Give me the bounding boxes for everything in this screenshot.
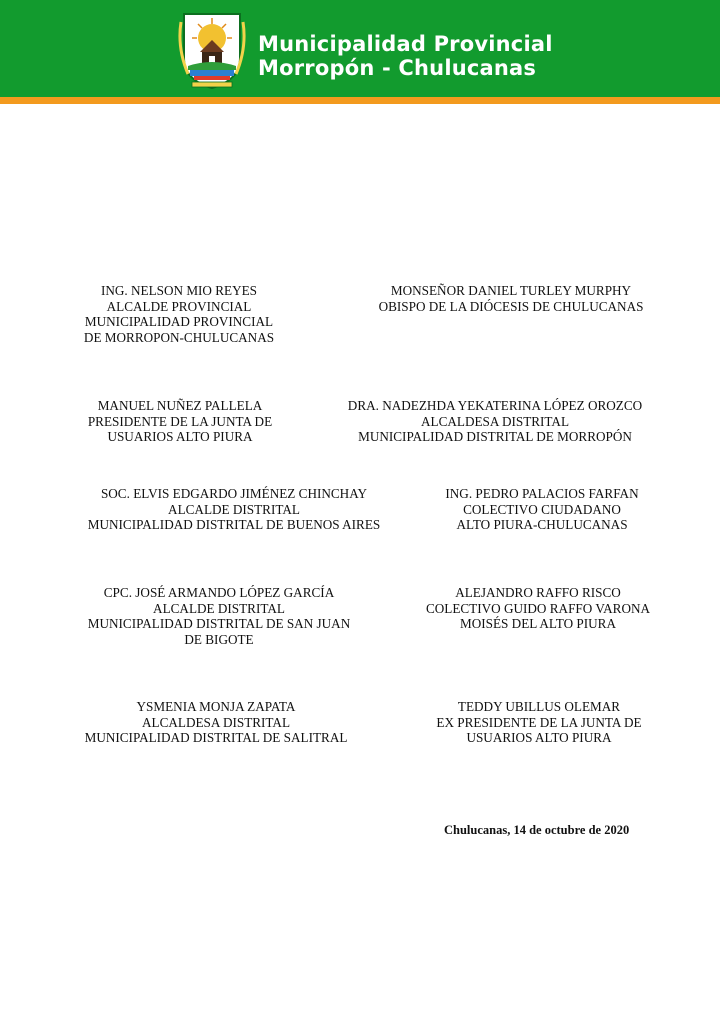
signatory-title: ALCALDESA DISTRITAL bbox=[420, 413, 570, 429]
signatory-title: COLECTIVO CIUDADANO bbox=[463, 501, 621, 517]
signatory-name: YSMENIA MONJA ZAPATA bbox=[136, 699, 296, 714]
header-banner bbox=[0, 0, 720, 97]
signatory-name: MONSEÑOR DANIEL TURLEY MURPHY bbox=[390, 283, 632, 298]
signatory-block bbox=[72, 398, 288, 445]
signatory-block bbox=[418, 699, 660, 746]
signatory-name: DRA. NADEZHDA YEKATERINA LÓPEZ OROZCO bbox=[347, 398, 643, 413]
signatory-block bbox=[424, 486, 660, 533]
signatory-block bbox=[72, 699, 360, 746]
signatory-title: ALCALDE DISTRITAL bbox=[153, 600, 285, 616]
signatory-name: ING. NELSON MIO REYES bbox=[100, 283, 258, 298]
municipal-crest-icon bbox=[176, 8, 248, 90]
signatory-title: USUARIOS ALTO PIURA bbox=[466, 730, 612, 745]
signatory-block bbox=[76, 283, 282, 345]
signatory-title: ALCALDESA DISTRITAL bbox=[141, 714, 291, 730]
signatory-org: DE MORROPON-CHULUCANAS bbox=[83, 329, 275, 345]
signatory-title: ALCALDE DISTRITAL bbox=[168, 501, 300, 517]
signatory-name: ING. PEDRO PALACIOS FARFAN bbox=[445, 486, 639, 501]
header-title-line2: Morropón - Chulucanas bbox=[258, 56, 537, 80]
signatory-title: ALCALDE PROVINCIAL bbox=[106, 298, 252, 314]
document-date: Chulucanas, 14 de octubre de 2020 bbox=[444, 823, 630, 837]
signatory-name: ALEJANDRO RAFFO RISCO bbox=[455, 585, 621, 600]
signatory-block bbox=[412, 585, 664, 632]
header-title-line1: Municipalidad Provincial bbox=[258, 32, 553, 56]
signatory-org: ALTO PIURA-CHULUCANAS bbox=[456, 517, 628, 532]
signatory-org: MUNICIPALIDAD DISTRITAL DE SAN JUAN bbox=[87, 616, 351, 631]
signatory-name: MANUEL NUÑEZ PALLELA bbox=[97, 398, 263, 413]
signatory-name: CPC. JOSÉ ARMANDO LÓPEZ GARCÍA bbox=[103, 585, 335, 600]
signatory-org: MUNICIPALIDAD DISTRITAL DE MORROPÓN bbox=[358, 429, 632, 444]
signatory-org: DE BIGOTE bbox=[184, 631, 254, 647]
signatory-block bbox=[328, 398, 662, 445]
signatory-title: COLECTIVO GUIDO RAFFO VARONA bbox=[425, 600, 651, 616]
signatory-org: MUNICIPALIDAD DISTRITAL DE SALITRAL bbox=[84, 730, 348, 745]
signatory-title: EX PRESIDENTE DE LA JUNTA DE bbox=[436, 714, 642, 730]
signatory-name: TEDDY UBILLUS OLEMAR bbox=[457, 699, 621, 714]
signatory-name: SOC. ELVIS EDGARDO JIMÉNEZ CHINCHAY bbox=[100, 486, 368, 501]
signatory-title: OBISPO DE LA DIÓCESIS DE CHULUCANAS bbox=[378, 298, 644, 314]
signatory-block bbox=[70, 486, 398, 533]
signatory-block bbox=[72, 585, 366, 647]
signatory-org: MUNICIPALIDAD DISTRITAL DE BUENOS AIRES bbox=[87, 517, 381, 532]
signatory-title: USUARIOS ALTO PIURA bbox=[107, 429, 253, 444]
header-stripe bbox=[0, 97, 720, 104]
signatory-title: PRESIDENTE DE LA JUNTA DE bbox=[87, 413, 273, 429]
signatory-org: MUNICIPALIDAD PROVINCIAL bbox=[84, 314, 274, 329]
signatory-org: MOISÉS DEL ALTO PIURA bbox=[460, 616, 616, 631]
signatory-block bbox=[360, 283, 662, 314]
